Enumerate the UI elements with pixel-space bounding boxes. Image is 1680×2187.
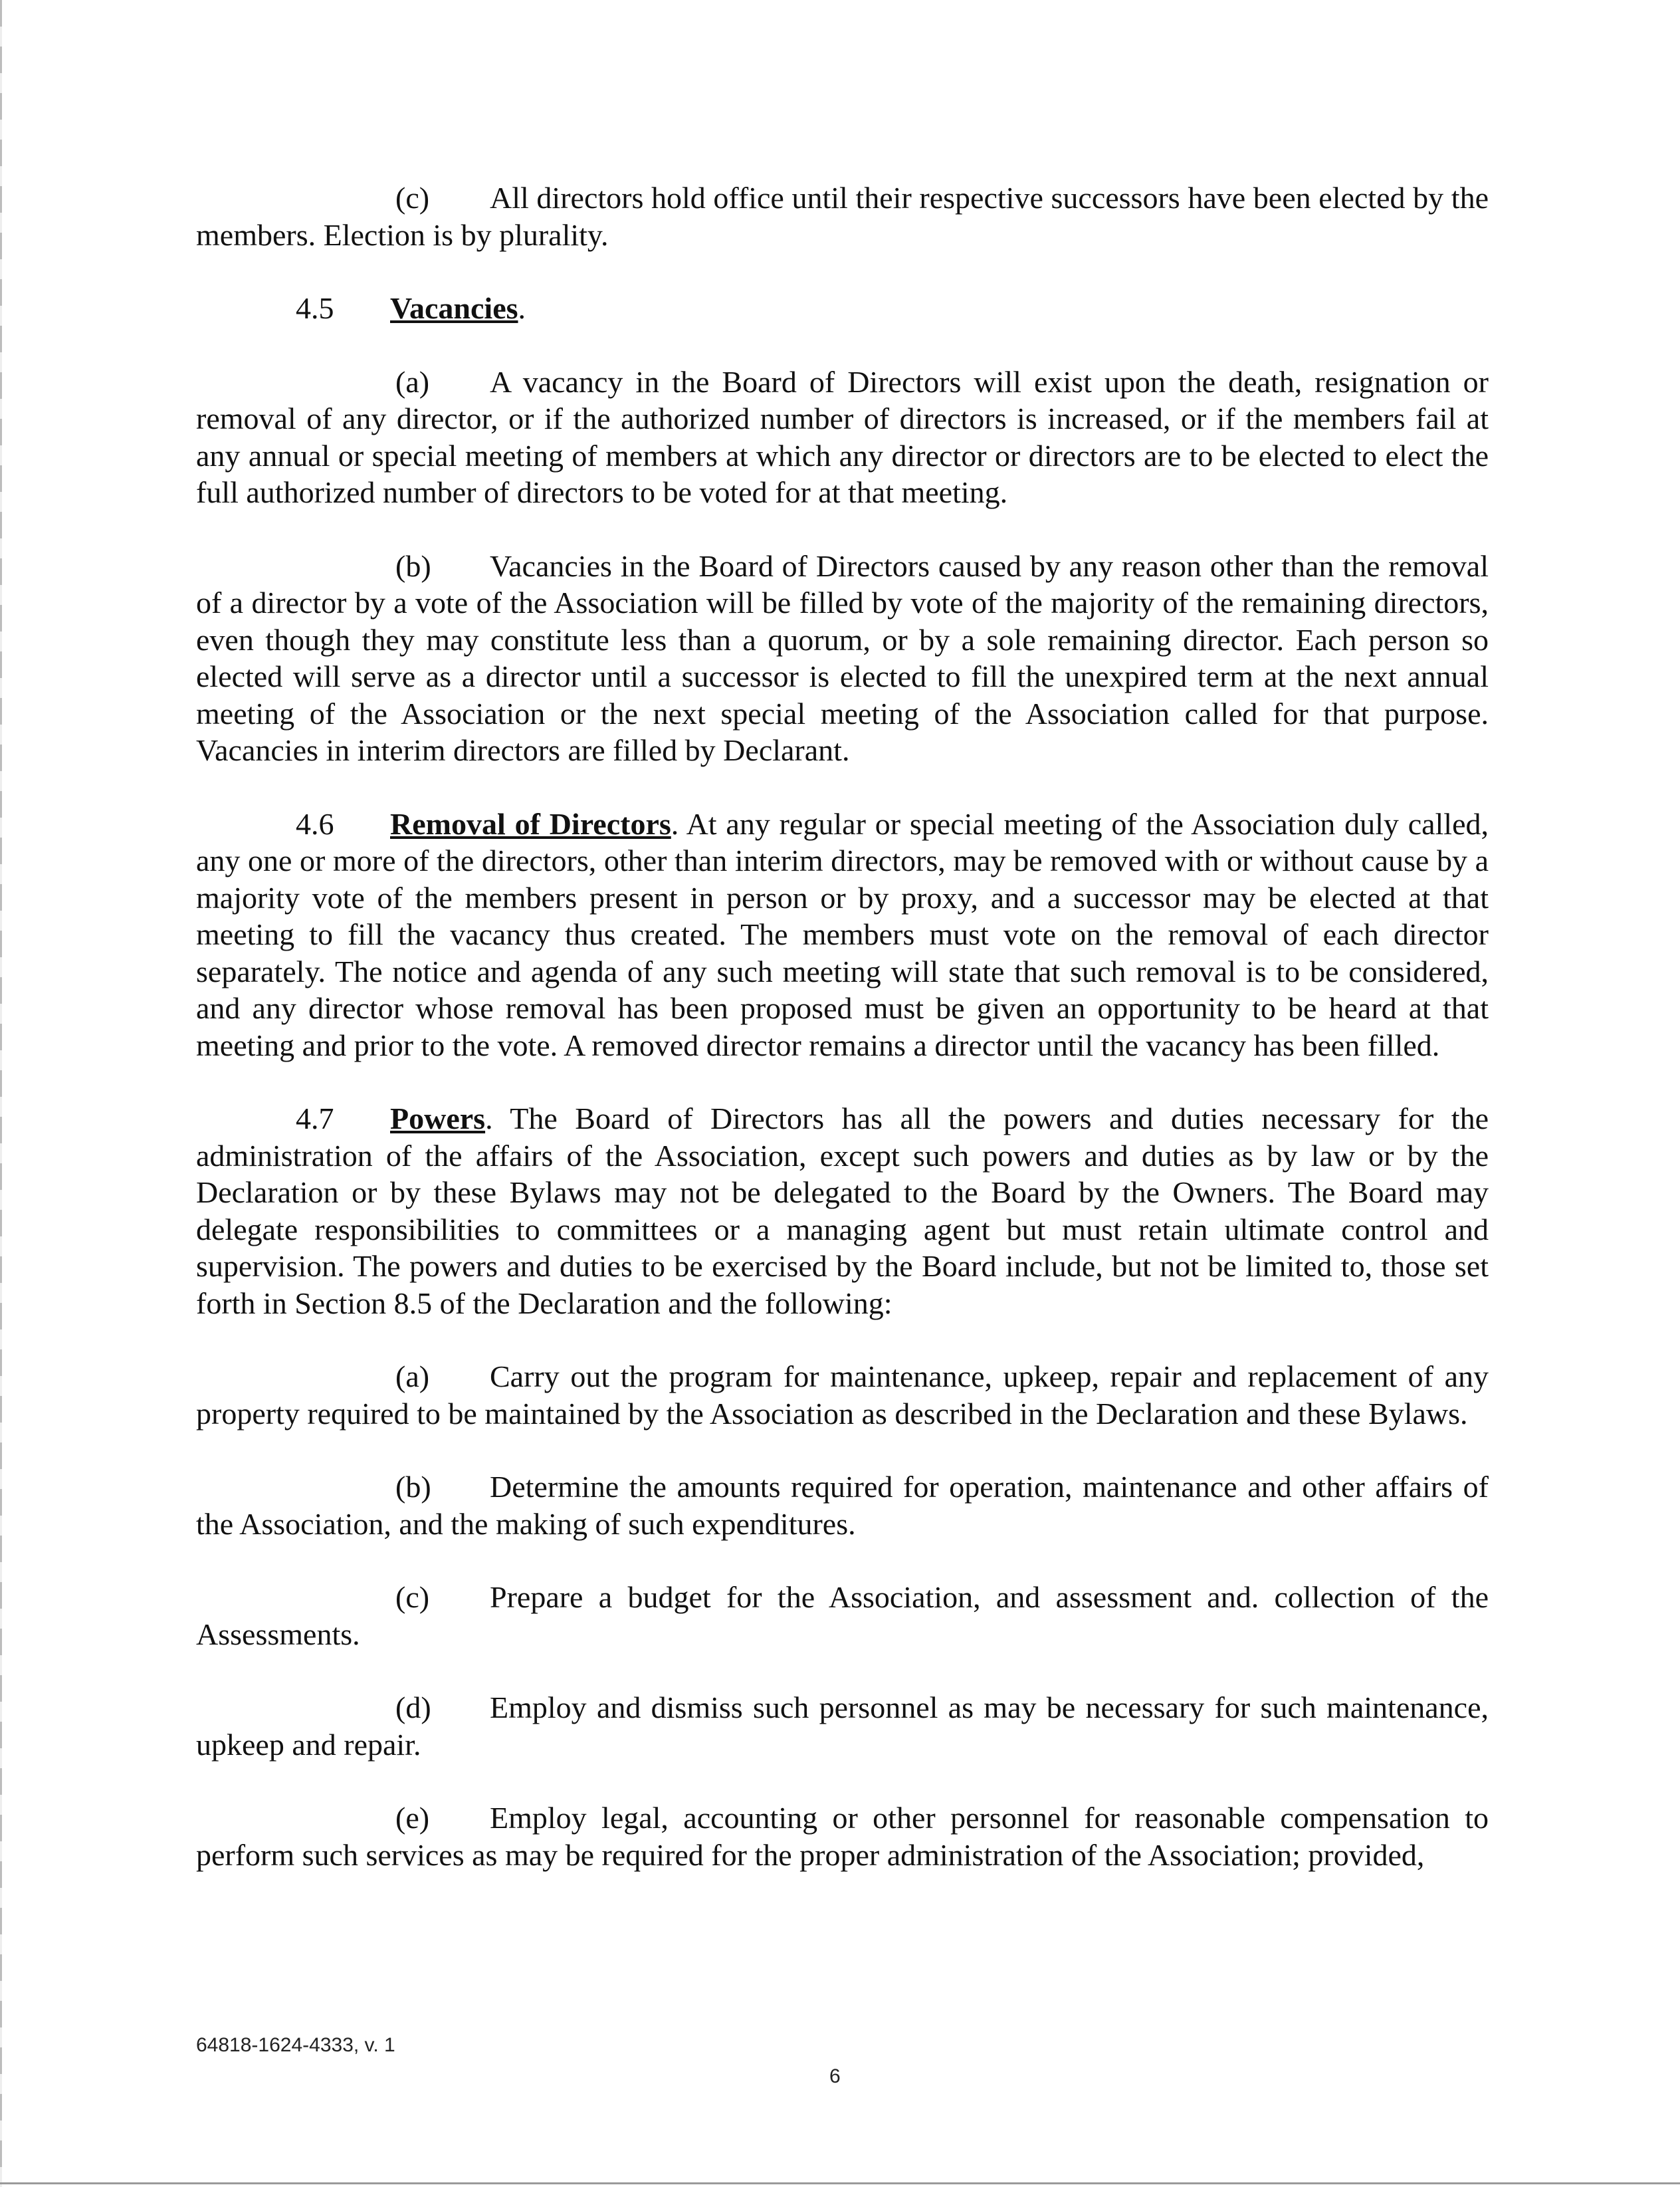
paragraph-text: At any regular or special meeting of the Association duly called, any one or more of the directors, other than interim directors, may be removed with or without cause by a majority vote of the members present in person or by proxy, and a successor may be elected at that meeting to fill the vacancy thus created. The members must vote on the removal of each director separately. The notice and agenda of any such meeting will state that such removal is to be considered, and any director whose removal has been proposed must be given an opportunity to be heard at that meeting and prior to the vote. A removed director remains a director until the vacancy has been filled. (196, 806, 1489, 1062)
subsection-label: (a) (395, 364, 430, 399)
subsection-label: (b) (395, 1470, 431, 1504)
page-number: 6 (829, 2065, 841, 2087)
section-title: Removal of Directors (390, 806, 671, 841)
section-title: Powers (390, 1101, 486, 1135)
subsection-label: (a) (395, 1359, 430, 1393)
paragraph-text: Prepare a budget for the Association, and assessment and. collection of the Assessments. (196, 1580, 1489, 1651)
paragraph-4-5-b (196, 548, 1489, 769)
section-number: 4.7 (296, 1101, 334, 1135)
paragraph-text: Carry out the program for maintenance, upkeep, repair and replacement of any property required to be maintained by the Association as described in the Declaration and these Bylaws. (196, 1359, 1489, 1431)
subsection-label: (c) (395, 1580, 430, 1614)
subsection-label: (b) (395, 548, 431, 583)
heading-punctuation: . (485, 1101, 493, 1135)
paragraph-text: The Board of Directors has all the powers and duties necessary for the administration of the affairs of the Association, except such powers and duties as by law or by the Declaration or by these Bylaws may not be delegated to the Board by the Owners. The Board may delegate responsibilities to committees or a managing agent but must retain ultimate control and supervision. The powers and duties to be exercised by the Board include, but not be limited to, those set forth in Section 8.5 of the Declaration and the following: (196, 1101, 1489, 1320)
subsection-label: (e) (395, 1801, 430, 1835)
scan-edge-bottom (0, 2182, 1680, 2184)
paragraph-4-7-c (196, 1579, 1489, 1653)
paragraph-text: Vacancies in the Board of Directors caused by any reason other than the removal of a director by a vote of the Association will be filled by vote of the majority of the remaining directors, even though they may constitute less than a quorum, or by a sole remaining director. Each person so elected will serve as a director until a successor is elected to fill the unexpired term at the next annual meeting of the Association or the next special meeting of the Association called for that purpose. Vacancies in interim directors are filled by Declarant. (196, 548, 1489, 767)
section-number: 4.5 (296, 291, 334, 325)
section-4-5-heading (196, 290, 1489, 327)
paragraph-4-7-d (196, 1689, 1489, 1763)
paragraph-4-5-a (196, 364, 1489, 511)
section-4-7 (196, 1100, 1489, 1322)
paragraph-4-7-e (196, 1799, 1489, 1873)
heading-punctuation: . (518, 291, 526, 325)
document-body (196, 179, 1489, 1910)
paragraph-text: Employ legal, accounting or other personnel for reasonable compensation to perform such services as may be required for the proper administration of the Association; provided, (196, 1801, 1489, 1872)
section-number: 4.6 (296, 806, 334, 841)
scan-edge-left (0, 0, 2, 2187)
paragraph-4-7-b (196, 1468, 1489, 1542)
section-title: Vacancies (390, 291, 518, 325)
heading-punctuation: . (671, 806, 679, 841)
paragraph-text: Employ and dismiss such personnel as may be necessary for such maintenance, upkeep and repair. (196, 1690, 1489, 1762)
footer-document-id: 64818-1624-4333, v. 1 (196, 2034, 395, 2056)
paragraph-text: Determine the amounts required for operation, maintenance and other affairs of the Association, and the making of such expenditures. (196, 1470, 1489, 1541)
paragraph-4-4-c (196, 179, 1489, 253)
subsection-label: (c) (395, 181, 430, 215)
section-4-6 (196, 806, 1489, 1064)
subsection-label: (d) (395, 1690, 431, 1724)
paragraph-text: A vacancy in the Board of Directors will exist upon the death, resignation or removal of any director, or if the authorized number of directors is increased, or if the members fail at any annual or special meeting of members at which any director or directors are to be elected to elect the full authorized number of directors to be voted for at that meeting. (196, 364, 1489, 509)
paragraph-text: All directors hold office until their respective successors have been elected by the members. Election is by plurality. (196, 181, 1489, 252)
paragraph-4-7-a (196, 1358, 1489, 1432)
